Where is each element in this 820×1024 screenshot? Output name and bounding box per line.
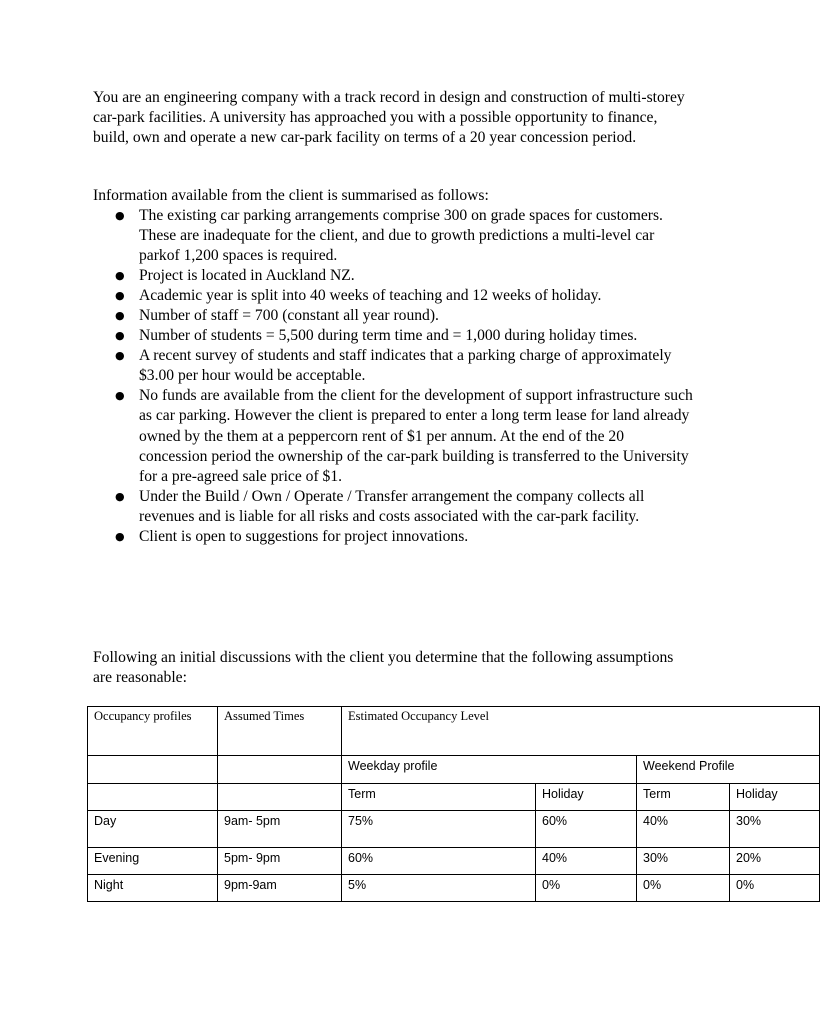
list-item	[93, 306, 693, 326]
value-cell: 5%	[342, 875, 536, 902]
table-header-row	[88, 707, 820, 756]
table-row	[88, 875, 820, 902]
profile-cell: Evening	[88, 848, 218, 875]
bullet-icon: ●	[115, 489, 125, 503]
header-weekend-profile: Weekend Profile	[637, 756, 820, 784]
bullet-icon: ●	[115, 289, 125, 303]
assumptions-paragraph: Following an initial discussions with the client you determine that the following assumptions are reasonable:	[93, 649, 674, 686]
profile-cell: Day	[88, 811, 218, 848]
table-row	[88, 811, 820, 848]
bullet-icon: ●	[115, 329, 125, 343]
intro-paragraph: You are an engineering company with a track record in design and construction of multi-storey car-park facilities. A university has approached you with a possible opportunity to finance, build, own and operate a new car-park facility on terms of a 20 year concession period.	[93, 89, 685, 146]
list-item-text: No funds are available from the client for the development of support infrastructure such as car parking. However the client is prepared to enter a long term lease for land already owned by the them at a peppercorn rent of $1 per annum. At the end of the 20 concession period the ownership of the car-park building is transferred to the University for a pre-agreed sale price of $1.	[139, 387, 693, 485]
list-item-text: Number of students = 5,500 during term time and = 1,000 during holiday times.	[139, 327, 638, 345]
value-cell: 40%	[637, 811, 730, 848]
bullet-icon: ●	[115, 209, 125, 222]
header-occupancy-profiles: Occupancy profiles	[88, 707, 218, 756]
list-item	[93, 326, 693, 346]
value-cell: 0%	[637, 875, 730, 902]
empty-cell	[88, 784, 218, 811]
list-item-text: Under the Build / Own / Operate / Transfer arrangement the company collects all revenues and is liable for all risks and costs associated with the car-park facility.	[139, 487, 645, 525]
bullet-icon: ●	[115, 269, 125, 283]
list-item	[93, 346, 693, 386]
header-estimated-occupancy: Estimated Occupancy Level	[342, 707, 820, 756]
list-item	[93, 386, 693, 486]
list-item	[93, 266, 693, 286]
value-cell: 30%	[730, 811, 820, 848]
bullet-icon: ●	[115, 389, 125, 403]
info-heading: Information available from the client is summarised as follows:	[93, 187, 489, 204]
list-item-text: A recent survey of students and staff indicates that a parking charge of approximately $3.00 per hour would be acceptable.	[139, 347, 672, 385]
table-row	[88, 848, 820, 875]
value-cell: 40%	[536, 848, 637, 875]
list-item-text: Client is open to suggestions for project innovations.	[139, 527, 469, 545]
list-item-text: Academic year is split into 40 weeks of teaching and 12 weeks of holiday.	[139, 287, 602, 305]
value-cell: 60%	[536, 811, 637, 848]
list-item-text: The existing car parking arrangements comprise 300 on grade spaces for customers. These are inadequate for the client, and due to growth predictions a multi-level car parkof 1,200 spaces is required.	[139, 207, 663, 265]
bullet-icon: ●	[115, 309, 125, 323]
value-cell: 60%	[342, 848, 536, 875]
times-cell: 9pm-9am	[218, 875, 342, 902]
empty-cell	[218, 784, 342, 811]
times-cell: 5pm- 9pm	[218, 848, 342, 875]
profile-cell: Night	[88, 875, 218, 902]
list-item	[93, 286, 693, 306]
list-item-text: Project is located in Auckland NZ.	[139, 267, 355, 285]
value-cell: 0%	[730, 875, 820, 902]
header-weekend-term: Term	[637, 784, 730, 811]
value-cell: 20%	[730, 848, 820, 875]
header-weekday-term: Term	[342, 784, 536, 811]
list-item	[93, 206, 693, 266]
header-weekday-profile: Weekday profile	[342, 756, 637, 784]
bullet-icon: ●	[115, 529, 125, 543]
list-item	[93, 487, 693, 527]
list-item-text: Number of staff = 700 (constant all year round).	[139, 307, 439, 325]
table-period-row	[88, 784, 820, 811]
header-assumed-times: Assumed Times	[218, 707, 342, 756]
header-weekend-holiday: Holiday	[730, 784, 820, 811]
value-cell: 75%	[342, 811, 536, 848]
empty-cell	[88, 756, 218, 784]
header-weekday-holiday: Holiday	[536, 784, 637, 811]
list-item	[93, 527, 693, 547]
value-cell: 30%	[637, 848, 730, 875]
bullet-icon: ●	[115, 349, 125, 363]
occupancy-table	[87, 706, 820, 902]
table-subheader-row	[88, 756, 820, 784]
value-cell: 0%	[536, 875, 637, 902]
empty-cell	[218, 756, 342, 784]
client-info-list	[93, 206, 693, 547]
times-cell: 9am- 5pm	[218, 811, 342, 848]
